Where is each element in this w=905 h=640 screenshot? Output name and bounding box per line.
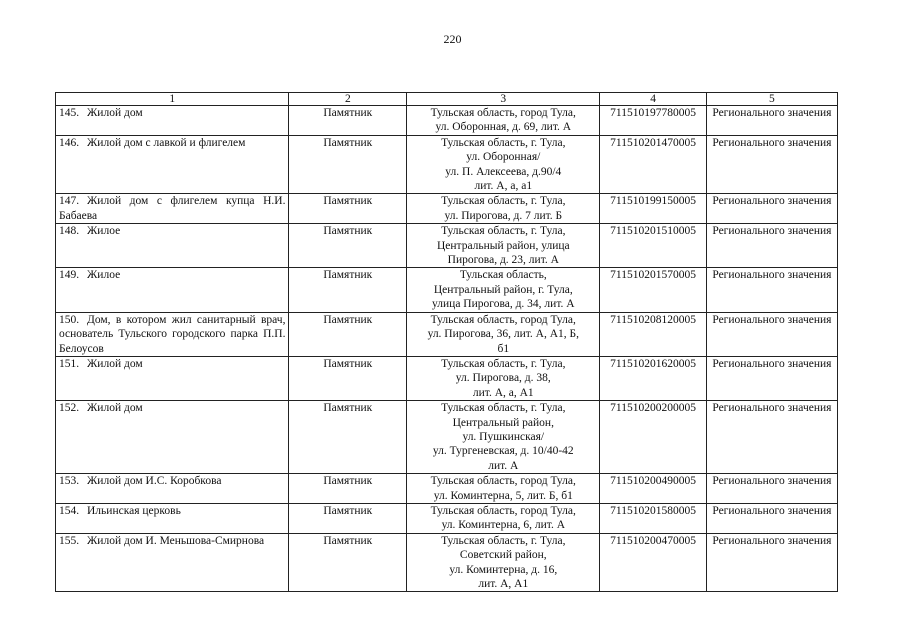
row-number: 154.	[59, 504, 80, 517]
address-line: ул. Тургеневская, д. 10/40-42	[432, 445, 574, 458]
row-number: 150.	[59, 313, 80, 326]
object-type: Памятник	[289, 401, 407, 474]
row-number: 145.	[59, 107, 80, 119]
address-line: лит. А, А1	[478, 578, 529, 590]
row-number: 147.	[59, 195, 80, 208]
address-line: ул. П. Алексеева, д.90/4	[445, 165, 562, 178]
significance-category: Регионального значения	[706, 135, 837, 194]
object-name: Жилой дом	[87, 107, 143, 119]
object-address	[407, 474, 600, 504]
column-header: 2	[289, 93, 407, 106]
significance-category: Регионального значения	[706, 268, 837, 312]
object-type: Памятник	[289, 106, 407, 136]
object-name-cell	[56, 312, 289, 356]
registry-number: 711510201620005	[600, 356, 706, 400]
object-type: Памятник	[289, 474, 407, 504]
address-line: Советский район,	[459, 549, 547, 562]
address-line: ул. Коминтерна, 5, лит. Б, б1	[433, 489, 573, 502]
address-line: Тульская область, город Тула,	[430, 313, 576, 326]
object-type: Памятник	[289, 224, 407, 268]
table-row	[56, 312, 838, 356]
object-address	[407, 224, 600, 268]
address-line: ул. Пушкинская/	[462, 430, 545, 443]
row-number: 149.	[59, 269, 80, 282]
object-name-cell	[56, 474, 289, 504]
address-line: Тульская область, г. Тула,	[441, 136, 566, 149]
object-name: Жилой дом с лавкой и флигелем	[87, 136, 246, 149]
object-address	[407, 268, 600, 312]
column-header: 3	[407, 93, 600, 106]
object-name: Жилой дом И.С. Коробкова	[87, 475, 222, 488]
object-address	[407, 135, 600, 194]
object-address	[407, 401, 600, 474]
address-line: Тульская область, город Тула,	[430, 475, 576, 488]
object-name: Жилое	[87, 269, 121, 282]
table-row	[56, 533, 838, 592]
object-type: Памятник	[289, 194, 407, 224]
table-row	[56, 224, 838, 268]
object-address	[407, 106, 600, 136]
registry-number: 711510201510005	[600, 224, 706, 268]
object-name: Жилой дом И. Меньшова-Смирнова	[87, 534, 265, 547]
registry-number: 711510197780005	[600, 106, 706, 136]
registry-number: 711510201580005	[600, 503, 706, 533]
object-name: Жилой дом	[87, 357, 143, 370]
address-line: лит. А	[488, 459, 519, 472]
registry-number: 711510199150005	[600, 194, 706, 224]
significance-category: Регионального значения	[706, 106, 837, 136]
address-line: лит. А, а, А1	[472, 386, 534, 399]
significance-category: Регионального значения	[706, 503, 837, 533]
table-row	[56, 106, 838, 136]
address-line: Тульская область, г. Тула,	[441, 357, 566, 370]
object-address	[407, 533, 600, 592]
address-line: улица Пирогова, д. 34, лит. А	[432, 298, 575, 311]
significance-category: Регионального значения	[706, 356, 837, 400]
object-name-cell	[56, 268, 289, 312]
address-line: Центральный район,	[452, 416, 554, 429]
significance-category: Регионального значения	[706, 194, 837, 224]
page-number: 220	[443, 32, 462, 46]
object-name-cell	[56, 356, 289, 400]
address-line: Тульская область, г. Тула,	[441, 195, 566, 208]
address-line: ул. Оборонная, д. 69, лит. А	[435, 121, 572, 134]
address-line: Центральный район, улица	[436, 239, 570, 252]
row-number: 155.	[59, 534, 80, 547]
object-name-cell	[56, 533, 289, 592]
registry-number: 711510201470005	[600, 135, 706, 194]
address-line: ул. Пирогова, д. 7 лит. Б	[444, 209, 563, 222]
address-line: Тульская область, город Тула,	[430, 504, 576, 517]
column-header: 4	[600, 93, 706, 106]
table-row	[56, 401, 838, 474]
address-line: Тульская область,	[459, 269, 547, 282]
object-address	[407, 312, 600, 356]
address-line: ул. Коминтерна, д. 16,	[449, 563, 558, 576]
object-name: Дом, в котором жил санитарный врач, основатель Тульского городского парка П.П. Белоусов	[59, 313, 286, 355]
object-name-cell	[56, 194, 289, 224]
object-name: Ильинская церковь	[87, 504, 181, 517]
significance-category: Регионального значения	[706, 401, 837, 474]
object-type: Памятник	[289, 135, 407, 194]
address-line: ул. Оборонная/	[466, 151, 541, 164]
object-name-cell	[56, 503, 289, 533]
row-number: 153.	[59, 475, 80, 488]
object-address	[407, 194, 600, 224]
object-name-cell	[56, 224, 289, 268]
row-number: 152.	[59, 402, 80, 415]
address-line: Тульская область, город Тула,	[430, 107, 576, 119]
object-address	[407, 503, 600, 533]
table-row	[56, 474, 838, 504]
address-line: Тульская область, г. Тула,	[441, 534, 566, 547]
table-row	[56, 194, 838, 224]
object-address	[407, 356, 600, 400]
address-line: ул. Пирогова, д. 38,	[455, 372, 551, 385]
significance-category: Регионального значения	[706, 312, 837, 356]
row-number: 148.	[59, 225, 80, 238]
registry-number: 711510200200005	[600, 401, 706, 474]
object-name: Жилой дом	[87, 402, 143, 415]
object-type: Памятник	[289, 312, 407, 356]
column-header: 1	[56, 93, 289, 106]
table-row	[56, 503, 838, 533]
table-header-row	[56, 93, 838, 106]
object-name: Жилое	[87, 225, 121, 238]
heritage-registry-table	[55, 92, 838, 592]
row-number: 151.	[59, 357, 80, 370]
object-type: Памятник	[289, 533, 407, 592]
object-name: Жилой дом с флигелем купца Н.И. Бабаева	[59, 195, 286, 222]
table-row	[56, 135, 838, 194]
address-line: ул. Коминтерна, 6, лит. А	[441, 519, 566, 532]
registry-number: 711510201570005	[600, 268, 706, 312]
object-name-cell	[56, 401, 289, 474]
object-type: Памятник	[289, 268, 407, 312]
object-type: Памятник	[289, 356, 407, 400]
significance-category: Регионального значения	[706, 533, 837, 592]
address-line: ул. Пирогова, 36, лит. А, А1, Б,	[427, 328, 579, 341]
significance-category: Регионального значения	[706, 474, 837, 504]
address-line: б1	[497, 342, 510, 355]
address-line: Пирогова, д. 23, лит. А	[447, 254, 559, 267]
object-type: Памятник	[289, 503, 407, 533]
significance-category: Регионального значения	[706, 224, 837, 268]
table-row	[56, 268, 838, 312]
address-line: Тульская область, г. Тула,	[441, 225, 566, 238]
registry-number: 711510200490005	[600, 474, 706, 504]
object-name-cell	[56, 135, 289, 194]
registry-number: 711510208120005	[600, 312, 706, 356]
table-row	[56, 356, 838, 400]
object-name-cell	[56, 106, 289, 136]
registry-number: 711510200470005	[600, 533, 706, 592]
column-header: 5	[706, 93, 837, 106]
row-number: 146.	[59, 136, 80, 149]
address-line: лит. А, а, а1	[474, 180, 533, 193]
address-line: Тульская область, г. Тула,	[441, 402, 566, 415]
address-line: Центральный район, г. Тула,	[433, 283, 573, 296]
